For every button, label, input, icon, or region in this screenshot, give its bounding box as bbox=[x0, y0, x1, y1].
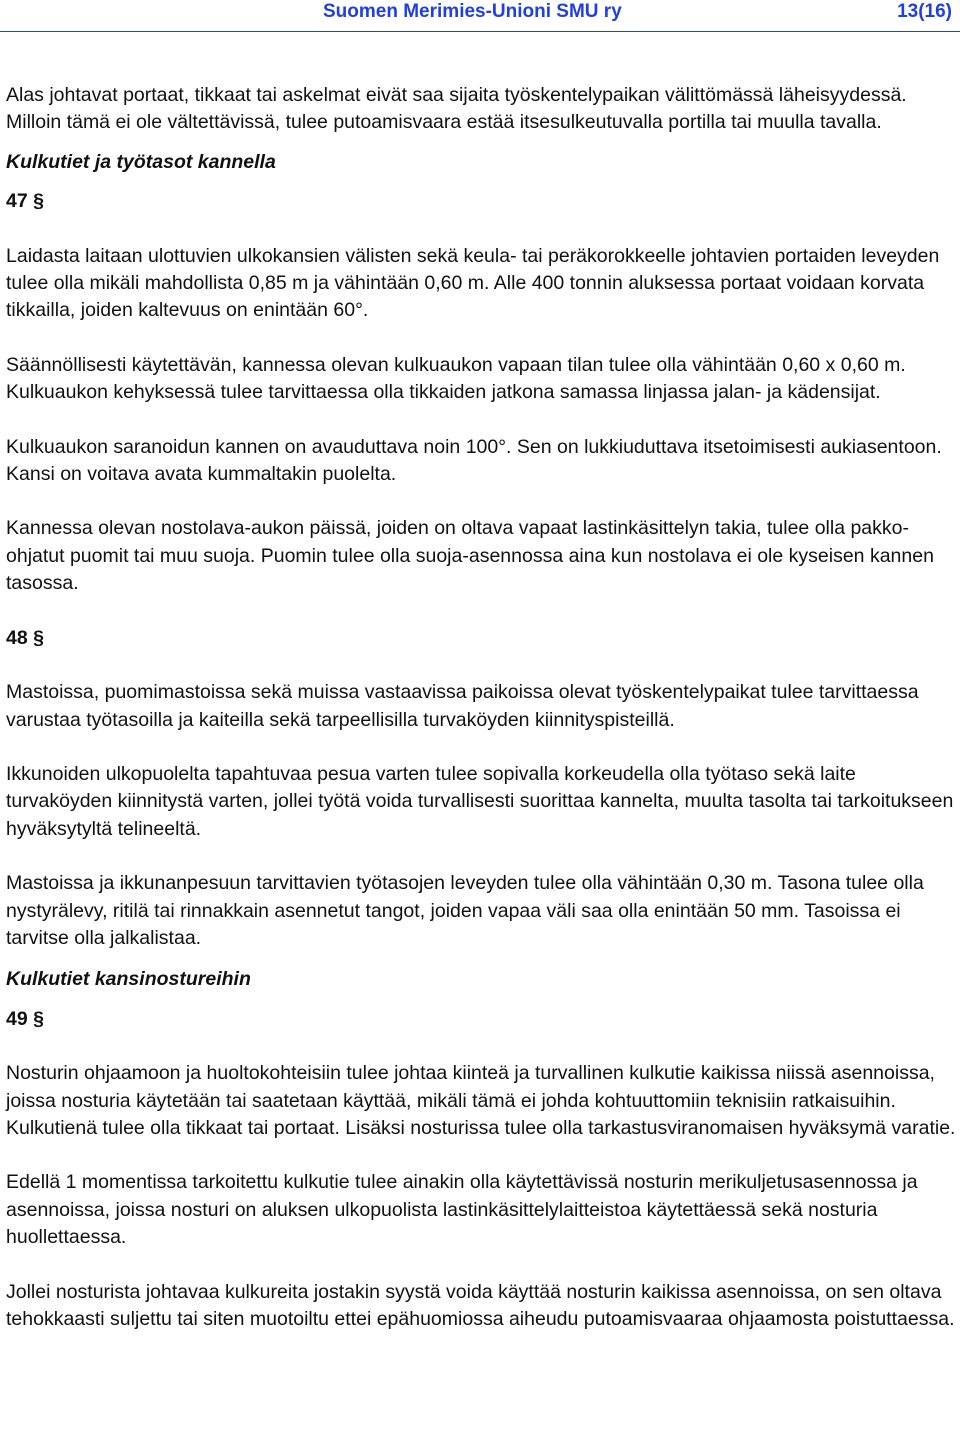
header-organization: Suomen Merimies-Unioni SMU ry bbox=[323, 1, 622, 22]
paragraph-49-2: Edellä 1 momentissa tarkoitettu kulkutie tulee ainakin olla käytettävissä nosturin merikuljetusasennossa ja asennoissa, joissa nosturi on aluksen ulkopuolista lastinkäsittelylaitteistoa käytettäessä sekä nosturia huollettaessa. bbox=[6, 1171, 918, 1249]
paragraph-47-1: Laidasta laitaan ulottuvien ulkokansien välisten sekä keula- tai peräkorokkeelle johtavien portaiden leveyden tulee olla mikäli mahdollista 0,85 m ja vähintään 0,60 m. Alle 400 tonnin aluksessa portaat voidaan korvata tikkailla, joiden kaltevuus on enintään 60°. bbox=[6, 244, 940, 322]
paragraph-49-3: Jollei nosturista johtavaa kulkureita jostakin syystä voida käyttää nosturin kaikissa asennoissa, on sen oltava tehokkaasti suljettu tai siten muotoiltu ettei epähuomiossa aiheudu putoamisvaaraa ohjaamosta poistuttaessa. bbox=[6, 1280, 955, 1330]
page-header bbox=[0, 0, 960, 32]
paragraph-49-1: Nosturin ohjaamoon ja huoltokohteisiin tulee johtaa kiinteä ja turvallinen kulkutie kaikissa niissä asennoissa, joissa nosturia käytetään tai saatetaan käyttää, mikäli tämä ei johda kohtuuttomiin teknisiin ratkaisuihin. Kulkutienä tulee olla tikkaat tai portaat. Lisäksi nosturissa tulee olla tarkastusviranomaisen hyväksymä varatie. bbox=[6, 1062, 956, 1139]
heading-walkways-decks: Kulkutiet ja työtasot kannella bbox=[6, 150, 276, 173]
paragraph-48-1: Mastoissa, puomimastoissa sekä muissa vastaavissa paikoissa olevat työskentelypaikat tulee tarvittaessa varustaa työtasoilla ja kaiteilla sekä tarpeellisilla turvaköyden kiinnityspisteillä. bbox=[6, 681, 919, 731]
paragraph-48-3: Mastoissa ja ikkunanpesuun tarvittavien työtasojen leveyden tulee olla vähintään 0,30 m. Tasona tulee olla nystyrälevy, ritilä tai rinnakkain asennetut tangot, joiden vapaa väli saa olla enintään 50 mm. Tasoissa ei tarvitse olla jalkalistaa. bbox=[6, 872, 924, 949]
header-page-number: 13(16) bbox=[897, 1, 952, 22]
section-48: 48 § bbox=[6, 626, 44, 649]
header-divider bbox=[0, 31, 960, 32]
heading-crane-walkways: Kulkutiet kansinostureihin bbox=[6, 968, 251, 991]
paragraph-48-2: Ikkunoiden ulkopuolelta tapahtuvaa pesua varten tulee sopivalla korkeudella olla työtaso sekä laite turvaköyden kiinnitystä varten, jollei työtä voida turvallisesti suorittaa kannelta, muulta tasolta tai tarkoitukseen hyväksytyltä telineeltä. bbox=[6, 762, 954, 840]
paragraph-47-3: Kulkuaukon saranoidun kannen on avauduttava noin 100°. Sen on lukkiuduttava itsetoimisesti aukiasentoon. Kansi on voitava avata kummaltakin puolelta. bbox=[6, 435, 942, 486]
paragraph-intro: Alas johtavat portaat, tikkaat tai askelmat eivät saa sijaita työskentelypaikan välittömässä läheisyydessä. Milloin tämä ei ole vältettävissä, tulee putoamisvaara estää itsesulkeutuvalla portilla tai muulla tavalla. bbox=[6, 84, 907, 134]
section-49: 49 § bbox=[6, 1007, 44, 1030]
document-body bbox=[6, 82, 956, 1333]
paragraph-47-4: Kannessa olevan nostolava-aukon päissä, joiden on oltava vapaat lastinkäsittelyn takia, tulee olla pakko-ohjatut puomit tai muu suoja. Puomin tulee olla suoja-asennossa aina kun nostolava ei ole kyseisen kannen tasossa. bbox=[6, 517, 934, 595]
section-47: 47 § bbox=[6, 190, 44, 213]
paragraph-47-2: Säännöllisesti käytettävän, kannessa olevan kulkuaukon vapaan tilan tulee olla vähintään 0,60 x 0,60 m. Kulkuaukon kehyksessä tulee tarvittaessa olla tikkaiden jatkona samassa linjassa jalan- ja kädensijat. bbox=[6, 353, 906, 404]
